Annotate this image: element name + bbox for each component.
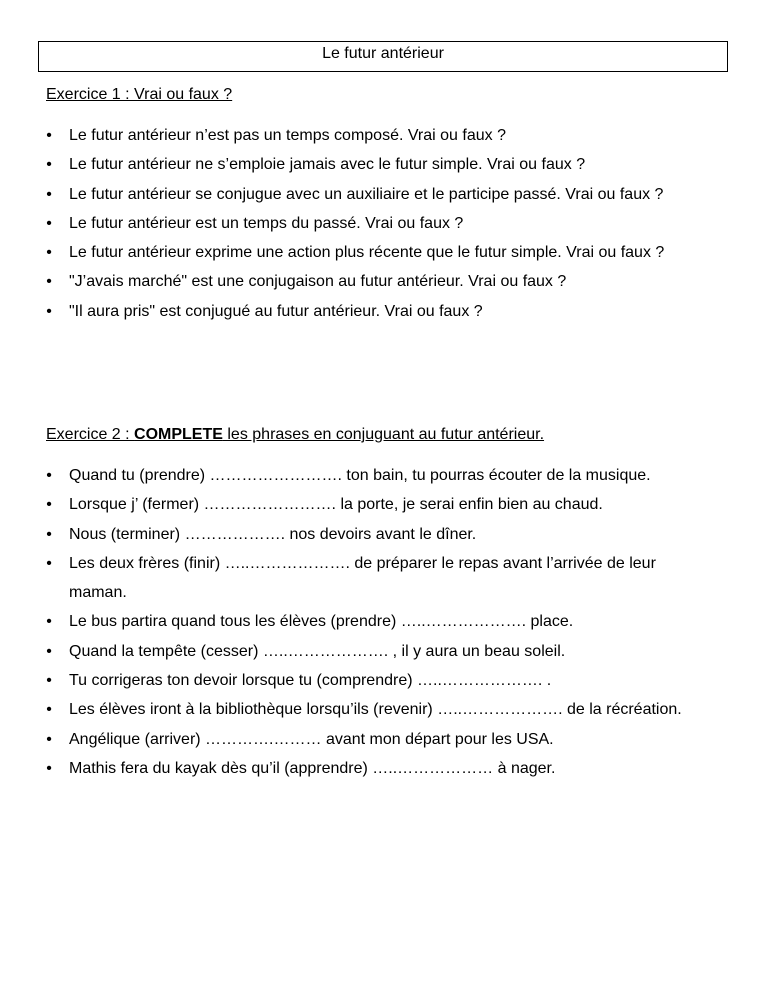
list-item [44,267,704,296]
list-item-text: Le futur antérieur se conjugue avec un auxiliaire et le participe passé. Vrai ou faux ? [69,185,664,203]
bullet-icon: • [46,185,52,203]
list-item [44,490,704,519]
bullet-icon: • [46,156,52,174]
exercise-2-heading-suffix: les phrases en conjuguant au futur antérieur. [222,426,545,443]
list-item [44,637,704,666]
bullet-icon: • [46,730,52,748]
list-item [44,238,704,267]
bullet-icon: • [46,244,52,262]
list-item [44,461,704,490]
bullet-icon: • [46,672,52,690]
list-item-text: Lorsque j’ (fermer) ……………………. la porte, je serai enfin bien au chaud. [69,496,603,514]
bullet-icon: • [46,701,52,719]
list-item-text: Tu corrigeras ton devoir lorsque tu (comprendre) …..………………. . [69,672,552,690]
bullet-icon: • [46,613,52,631]
list-item [44,607,704,636]
exercise-2-heading [46,425,544,445]
bullet-icon: • [46,642,52,660]
page-title: Le futur antérieur [38,41,728,72]
bullet-icon: • [46,554,52,572]
list-item-text: Angélique (arriver) ………….……… avant mon départ pour les USA. [69,730,554,748]
list-item-text: Les deux frères (finir) …..………………. de préparer le repas avant l’arrivée de leur maman. [69,554,656,602]
bullet-icon: • [46,302,52,320]
list-item-text: Quand la tempête (cesser) …..………………. , il y aura un beau soleil. [69,642,566,660]
list-item-text: "J’avais marché" est une conjugaison au futur antérieur. Vrai ou faux ? [69,273,567,291]
list-item-text: Nous (terminer) ………………. nos devoirs avant le dîner. [69,525,477,543]
exercise-2-heading-prefix: Exercice 2 : [46,426,135,443]
list-item-text: Le futur antérieur ne s’emploie jamais avec le futur simple. Vrai ou faux ? [69,156,586,174]
list-item [44,180,704,209]
bullet-icon: • [46,496,52,514]
list-item-text: "Il aura pris" est conjugué au futur antérieur. Vrai ou faux ? [69,302,483,320]
bullet-icon: • [46,759,52,777]
list-item [44,209,704,238]
list-item [44,666,704,695]
exercise-1-heading: Exercice 1 : Vrai ou faux ? [46,86,233,103]
list-item [44,695,704,724]
bullet-icon: • [46,214,52,232]
bullet-icon: • [46,127,52,144]
list-item [44,725,704,754]
list-item-text: Mathis fera du kayak dès qu’il (apprendre) …..……………… à nager. [69,759,556,777]
list-item-text: Le futur antérieur est un temps du passé. Vrai ou faux ? [69,214,464,232]
exercise-2-heading-bold: COMPLETE [134,426,223,443]
list-item-text: Les élèves iront à la bibliothèque lorsqu’ils (revenir) …..………………. de la récréation. [69,701,682,719]
list-item [44,754,704,783]
bullet-icon: • [46,467,52,484]
list-item [44,121,704,150]
list-item-text: Quand tu (prendre) ……………………. ton bain, tu pourras écouter de la musique. [69,467,651,484]
bullet-icon: • [46,273,52,291]
list-item [44,297,704,326]
bullet-icon: • [46,525,52,543]
exercise-1-list [44,121,704,326]
exercise-2-list [44,461,704,783]
list-item-text: Le bus partira quand tous les élèves (prendre) …..………………. place. [69,613,574,631]
list-item [44,549,704,608]
list-item [44,520,704,549]
list-item-text: Le futur antérieur exprime une action plus récente que le futur simple. Vrai ou faux ? [69,244,665,262]
list-item [44,150,704,179]
list-item-text: Le futur antérieur n’est pas un temps composé. Vrai ou faux ? [69,127,506,144]
